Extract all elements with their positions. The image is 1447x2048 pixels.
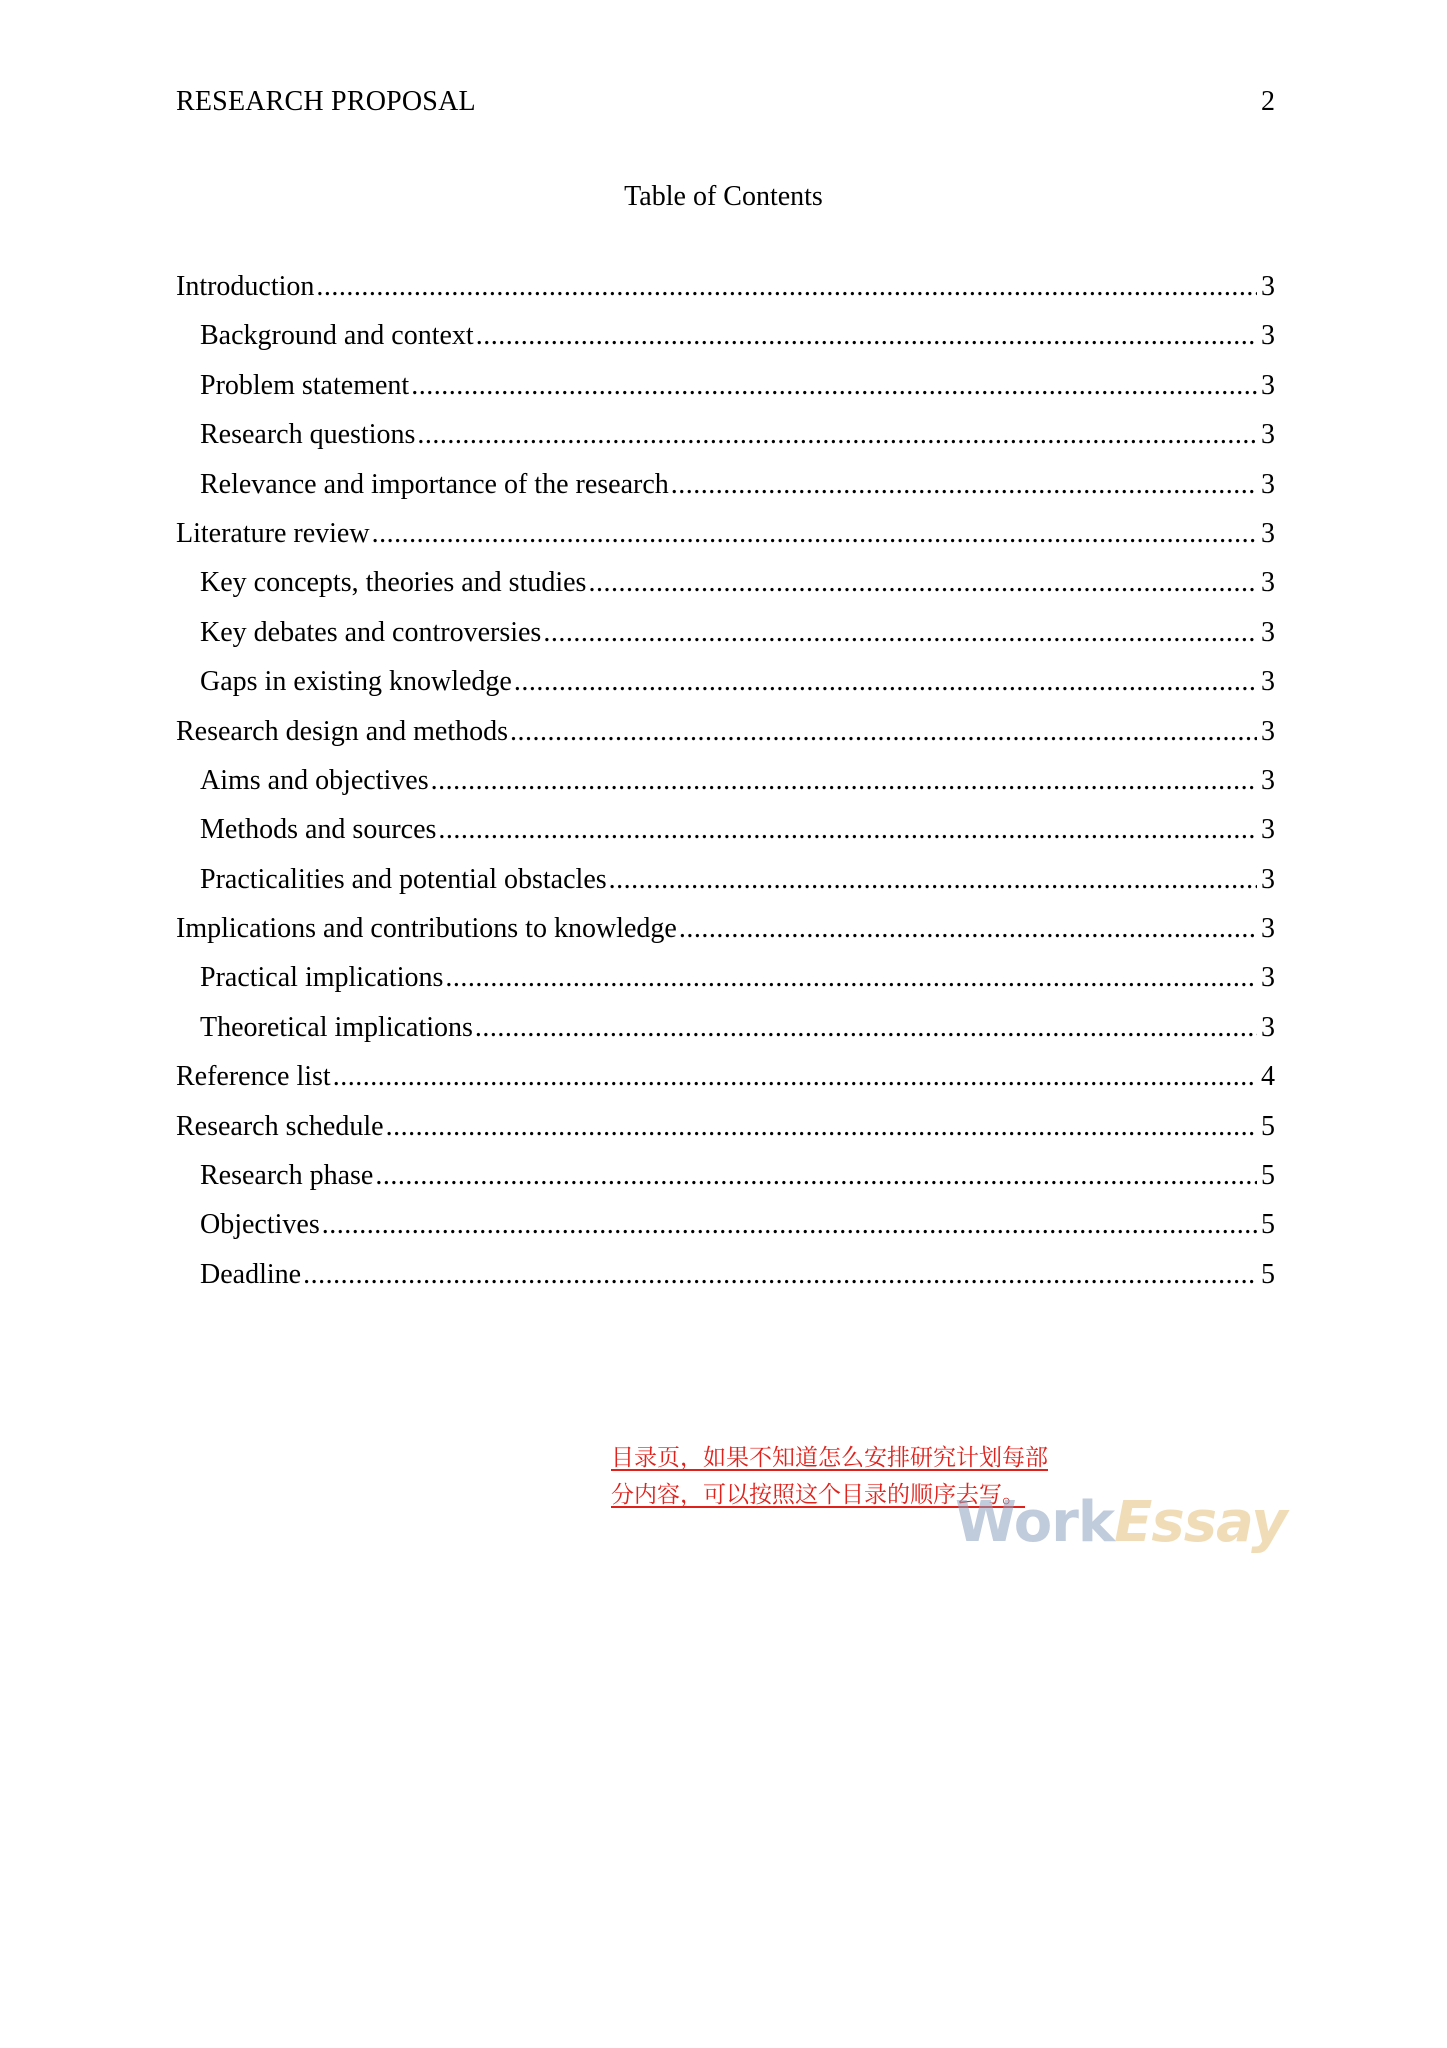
toc-dot-leader	[411, 361, 1257, 410]
toc-entry[interactable]	[176, 707, 1275, 756]
toc-entry-page-number: 3	[1261, 616, 1275, 648]
toc-entry-page-number: 5	[1261, 1258, 1275, 1290]
toc-entry-label: Implications and contributions to knowledge	[176, 913, 677, 945]
toc-dot-leader	[372, 509, 1257, 558]
toc-entry-page-number: 3	[1261, 369, 1275, 401]
toc-dot-leader	[316, 262, 1257, 311]
toc-entry[interactable]	[176, 509, 1275, 558]
toc-entry-page-number: 3	[1261, 1011, 1275, 1043]
toc-entry-label: Background and context	[200, 320, 474, 352]
toc-entry[interactable]	[176, 262, 1275, 311]
toc-entry-page-number: 3	[1261, 764, 1275, 796]
toc-entry-page-number: 3	[1261, 913, 1275, 945]
toc-entry-label: Objectives	[200, 1209, 320, 1241]
toc-entry-page-number: 5	[1261, 1110, 1275, 1142]
toc-entry-page-number: 3	[1261, 517, 1275, 549]
toc-entry[interactable]	[176, 410, 1275, 459]
toc-entry-label: Reference list	[176, 1061, 331, 1093]
toc-entry-label: Research phase	[200, 1160, 374, 1192]
toc-entry[interactable]	[176, 361, 1275, 410]
toc-entry-page-number: 3	[1261, 666, 1275, 698]
toc-entry-label: Literature review	[176, 517, 370, 549]
toc-entry[interactable]	[176, 1102, 1275, 1151]
toc-entry[interactable]	[176, 460, 1275, 509]
toc-entry-label: Introduction	[176, 271, 315, 302]
toc-entry[interactable]	[176, 657, 1275, 706]
toc-entry-label: Research questions	[200, 419, 416, 451]
toc-entry-label: Key debates and controversies	[200, 616, 542, 648]
toc-dot-leader	[438, 805, 1257, 854]
toc-entry-page-number: 3	[1261, 567, 1275, 599]
toc-dot-leader	[679, 904, 1257, 953]
watermark-logo	[955, 1490, 1287, 1555]
toc-title: Table of Contents	[624, 181, 823, 212]
toc-entry-page-number: 4	[1261, 1061, 1275, 1093]
toc-entry-page-number: 5	[1261, 1209, 1275, 1241]
toc-dot-leader	[543, 608, 1257, 657]
toc-entry[interactable]	[176, 558, 1275, 607]
toc-entry-label: Key concepts, theories and studies	[200, 567, 587, 599]
toc-entry[interactable]	[176, 1250, 1275, 1299]
toc-entry-page-number: 3	[1261, 863, 1275, 895]
toc-entry-label: Practical implications	[200, 962, 444, 994]
toc-entry-label: Practicalities and potential obstacles	[200, 863, 607, 895]
toc-dot-leader	[417, 410, 1257, 459]
watermark-part-work: Work	[955, 1490, 1115, 1555]
toc-entry-label: Gaps in existing knowledge	[200, 666, 512, 698]
toc-dot-leader	[445, 953, 1257, 1002]
table-of-contents	[176, 262, 1275, 1299]
toc-dot-leader	[510, 707, 1257, 756]
toc-dot-leader	[514, 657, 1257, 706]
toc-entry-page-number: 3	[1261, 468, 1275, 500]
toc-entry-label: Research design and methods	[176, 715, 509, 747]
toc-entry-label: Theoretical implications	[200, 1011, 473, 1043]
toc-entry-page-number: 5	[1261, 1160, 1275, 1192]
toc-entry-page-number: 3	[1261, 814, 1275, 846]
toc-dot-leader	[375, 1151, 1257, 1200]
toc-dot-leader	[333, 1052, 1257, 1101]
toc-entry-label: Problem statement	[200, 369, 410, 401]
toc-dot-leader	[322, 1200, 1257, 1249]
toc-entry-label: Methods and sources	[200, 814, 437, 846]
toc-dot-leader	[475, 1003, 1257, 1052]
toc-entry[interactable]	[176, 311, 1275, 360]
toc-entry-page-number: 3	[1261, 419, 1275, 451]
toc-dot-leader	[431, 756, 1257, 805]
toc-entry-page-number: 3	[1261, 962, 1275, 994]
toc-entry-label: Aims and objectives	[200, 764, 429, 796]
toc-dot-leader	[671, 460, 1257, 509]
toc-dot-leader	[588, 558, 1257, 607]
toc-entry-label: Relevance and importance of the research	[200, 468, 669, 500]
toc-dot-leader	[609, 855, 1257, 904]
toc-entry[interactable]	[176, 953, 1275, 1002]
toc-entry[interactable]	[176, 1003, 1275, 1052]
annotation-line: 目录页，如果不知道怎么安排研究计划每部	[611, 1445, 1048, 1471]
toc-dot-leader	[303, 1250, 1257, 1299]
toc-entry-label: Deadline	[200, 1258, 302, 1290]
running-head: RESEARCH PROPOSAL	[176, 86, 476, 117]
toc-dot-leader	[476, 311, 1257, 360]
toc-entry-page-number: 3	[1261, 271, 1275, 302]
toc-entry[interactable]	[176, 1052, 1275, 1101]
toc-entry[interactable]	[176, 608, 1275, 657]
toc-entry[interactable]	[176, 1200, 1275, 1249]
toc-entry-page-number: 3	[1261, 715, 1275, 747]
toc-entry-label: Research schedule	[176, 1110, 384, 1142]
annotation-line: 分内容，可以按照这个目录的顺序去写。	[611, 1482, 1025, 1508]
toc-entry[interactable]	[176, 855, 1275, 904]
page-number: 2	[1261, 86, 1275, 117]
toc-dot-leader	[386, 1102, 1257, 1151]
watermark-part-essay: Essay	[1114, 1490, 1287, 1555]
toc-entry[interactable]	[176, 756, 1275, 805]
toc-entry[interactable]	[176, 904, 1275, 953]
toc-entry-page-number: 3	[1261, 320, 1275, 352]
toc-entry[interactable]	[176, 1151, 1275, 1200]
toc-entry[interactable]	[176, 805, 1275, 854]
